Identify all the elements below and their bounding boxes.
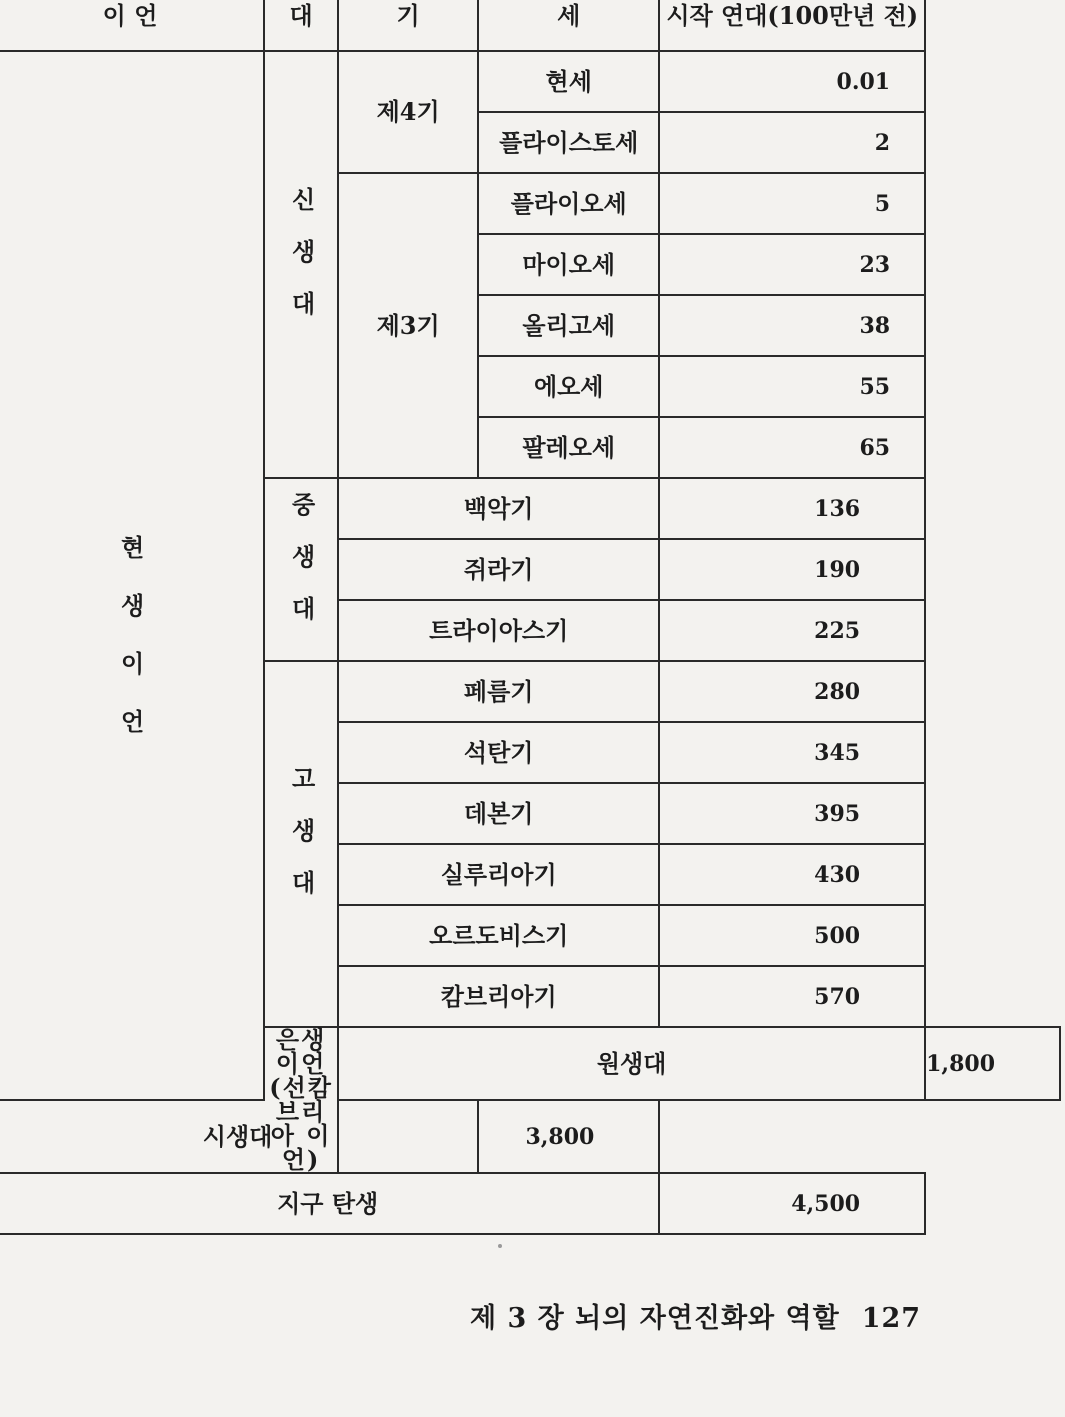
chapter-title: 제 3 장 뇌의 자연진화와 역할 [470,1303,840,1334]
tertiary-period-label: 제3기 [338,173,478,478]
period-start: 500 [659,905,925,966]
period-name: 실루리아기 [338,844,659,905]
period-name: 캄브리아기 [338,966,659,1027]
period-name: 쥐라기 [338,539,659,600]
period-start: 225 [659,600,925,661]
era-name: 시생대 [0,1100,478,1173]
epoch-start: 23 [659,234,925,295]
cryptozoic-label-line2: (선캄브리아 이언) [269,1073,333,1174]
table-row [0,1173,1060,1234]
period-name: 데본기 [338,783,659,844]
epoch-name: 마이오세 [478,234,659,295]
period-start: 395 [659,783,925,844]
header-period: 기 [338,0,478,51]
cenozoic-era-label: 신생대 [264,51,338,478]
cryptozoic-label-line1: 은생 이언 [275,1025,327,1078]
print-speck [498,1244,502,1248]
era-start: 3,800 [478,1100,659,1173]
table-row [0,51,1060,112]
period-name: 오르도비스기 [338,905,659,966]
paleozoic-era-label: 고생대 [264,661,338,1027]
page-footer [470,1296,921,1335]
period-name: 트라이아스기 [338,600,659,661]
period-name: 페름기 [338,661,659,722]
period-name: 백악기 [338,478,659,539]
era-start: 1,800 [925,1027,1060,1100]
header-row [0,0,1060,51]
header-eon: 이 언 [0,0,264,51]
epoch-name: 플라이오세 [478,173,659,234]
period-start: 345 [659,722,925,783]
epoch-start: 2 [659,112,925,173]
mesozoic-era-label: 중생대 [264,478,338,661]
epoch-start: 38 [659,295,925,356]
period-start: 136 [659,478,925,539]
era-name: 원생대 [338,1027,925,1100]
epoch-start: 0.01 [659,51,925,112]
period-start: 430 [659,844,925,905]
header-start: 시작 연대(100만년 전) [659,0,925,51]
earth-formation-start: 4,500 [659,1173,925,1234]
period-name: 석탄기 [338,722,659,783]
epoch-name: 플라이스토세 [478,112,659,173]
epoch-name: 에오세 [478,356,659,417]
epoch-name: 현세 [478,51,659,112]
header-era: 대 [264,0,338,51]
page-number: 127 [861,1303,922,1334]
phanerozoic-eon-label: 현생이언 [0,51,264,1100]
epoch-start: 65 [659,417,925,478]
table-row [0,1100,1060,1173]
epoch-start: 55 [659,356,925,417]
header-epoch: 세 [478,0,659,51]
quaternary-period-label: 제4기 [338,51,478,173]
epoch-name: 팔레오세 [478,417,659,478]
epoch-name: 올리고세 [478,295,659,356]
earth-formation-label: 지구 탄생 [0,1173,659,1234]
period-start: 570 [659,966,925,1027]
period-start: 190 [659,539,925,600]
epoch-start: 5 [659,173,925,234]
period-start: 280 [659,661,925,722]
